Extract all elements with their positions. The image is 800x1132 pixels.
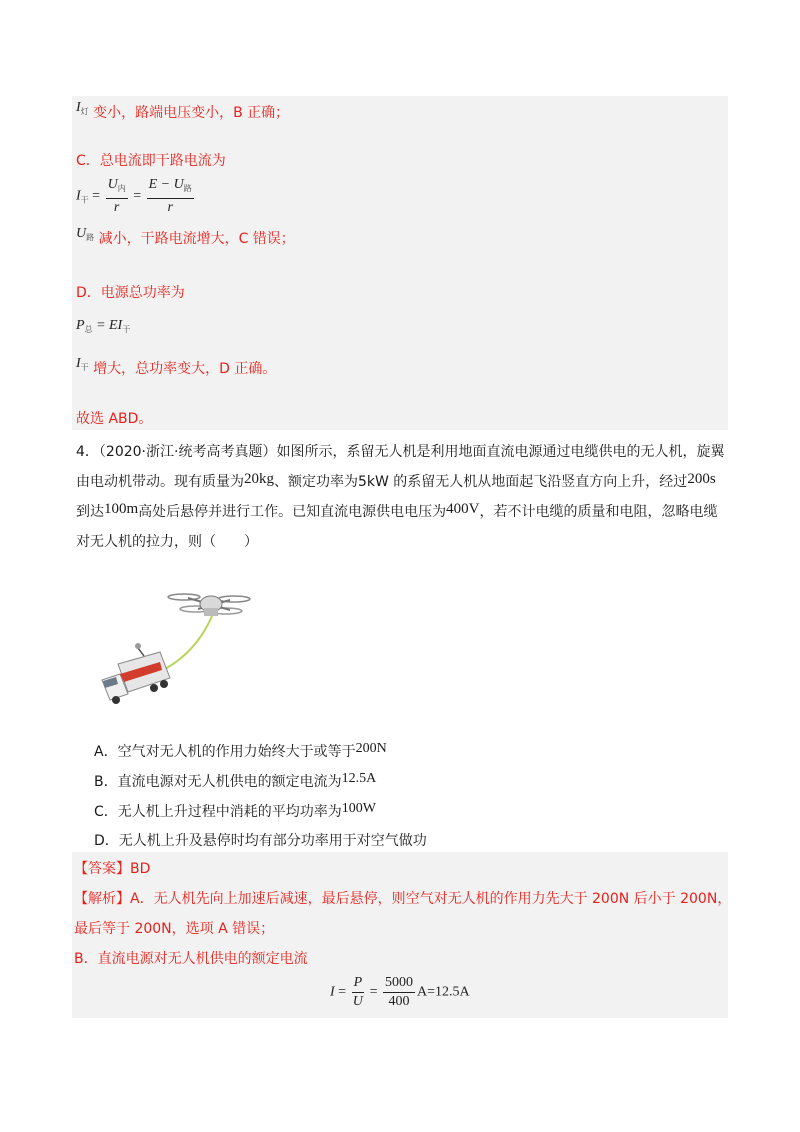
- analysis-d-heading: D．电源总功率为: [76, 285, 185, 301]
- symbol-i: I: [76, 100, 81, 115]
- option-c: C．无人机上升过程中消耗的平均功率为100W: [94, 801, 376, 820]
- analysis-c-line: $U^路$ 减小，干路电流增大，C 错误；: [76, 226, 295, 247]
- voltage-value: 400V: [446, 501, 480, 517]
- formula-current: I = $\frac{P}{U}$ = $\frac{5000}{400}$ A=12.5A: [330, 975, 470, 1009]
- analysis-conclusion: 故选 ABD。: [76, 411, 153, 427]
- option-d: D．无人机上升及悬停时均有部分功率用于对空气做功: [94, 833, 427, 849]
- answer-line: 【答案】BD: [74, 861, 151, 877]
- option-b: B．直流电源对无人机供电的额定电流为12.5A: [94, 771, 377, 790]
- time-value: 200s: [687, 471, 716, 487]
- question-number: 4．: [76, 444, 99, 460]
- option-a: A．空气对无人机的作用力始终大于或等于200N: [94, 741, 387, 760]
- mass-value: 20kg: [244, 471, 274, 487]
- answer-value: BD: [130, 861, 151, 877]
- truck-icon: [102, 643, 170, 704]
- analysis-b-line: $I^灯$ 变小，路端电压变小，B 正确；: [76, 100, 290, 121]
- question-line-2: 由电动机带动。现有质量为20kg、额定功率为5kW 的系留无人机从地面起飞沿竖直方向上升，经过200s: [76, 471, 716, 490]
- analysis-d-line: $I^干$ 增大，总功率变大，D 正确。: [76, 356, 277, 377]
- formula-i-total: $I_干$ = $\frac{U_内}{r}$ = $\frac{E - U_路}{r}$: [76, 177, 192, 215]
- analysis-block-previous: [72, 96, 728, 430]
- question-line-1: 4．（2020·浙江·统考高考真题）如图所示，系留无人机是利用地面直流电源通过电缆供电的无人机，旋翼: [76, 444, 725, 460]
- analysis-a-line-1: 【解析】A．无人机先向上加速后减速，最后悬停，则空气对无人机的作用力先大于 200N 后小于 200N，: [74, 891, 732, 907]
- formula-p-total: $P_总 = EI_干$: [76, 318, 131, 334]
- analysis-b-heading: B．直流电源对无人机供电的额定电流: [74, 951, 308, 967]
- analysis-a-line-2: 最后等于 200N，选项 A 错误；: [74, 921, 275, 937]
- drone-icon: [168, 594, 250, 616]
- question-line-3: 到达100m高处后悬停并进行工作。已知直流电源供电电压为400V，若不计电缆的质量和电阻，忽略电缆: [76, 501, 718, 520]
- question-line-4: 对无人机的拉力，则（ ）: [76, 534, 258, 550]
- drone-truck-illustration: [98, 578, 258, 710]
- analysis-c-heading: C．总电流即干路电流为: [76, 153, 226, 169]
- height-value: 100m: [104, 501, 139, 517]
- b-text: 变小，路端电压变小，B 正确；: [93, 105, 290, 121]
